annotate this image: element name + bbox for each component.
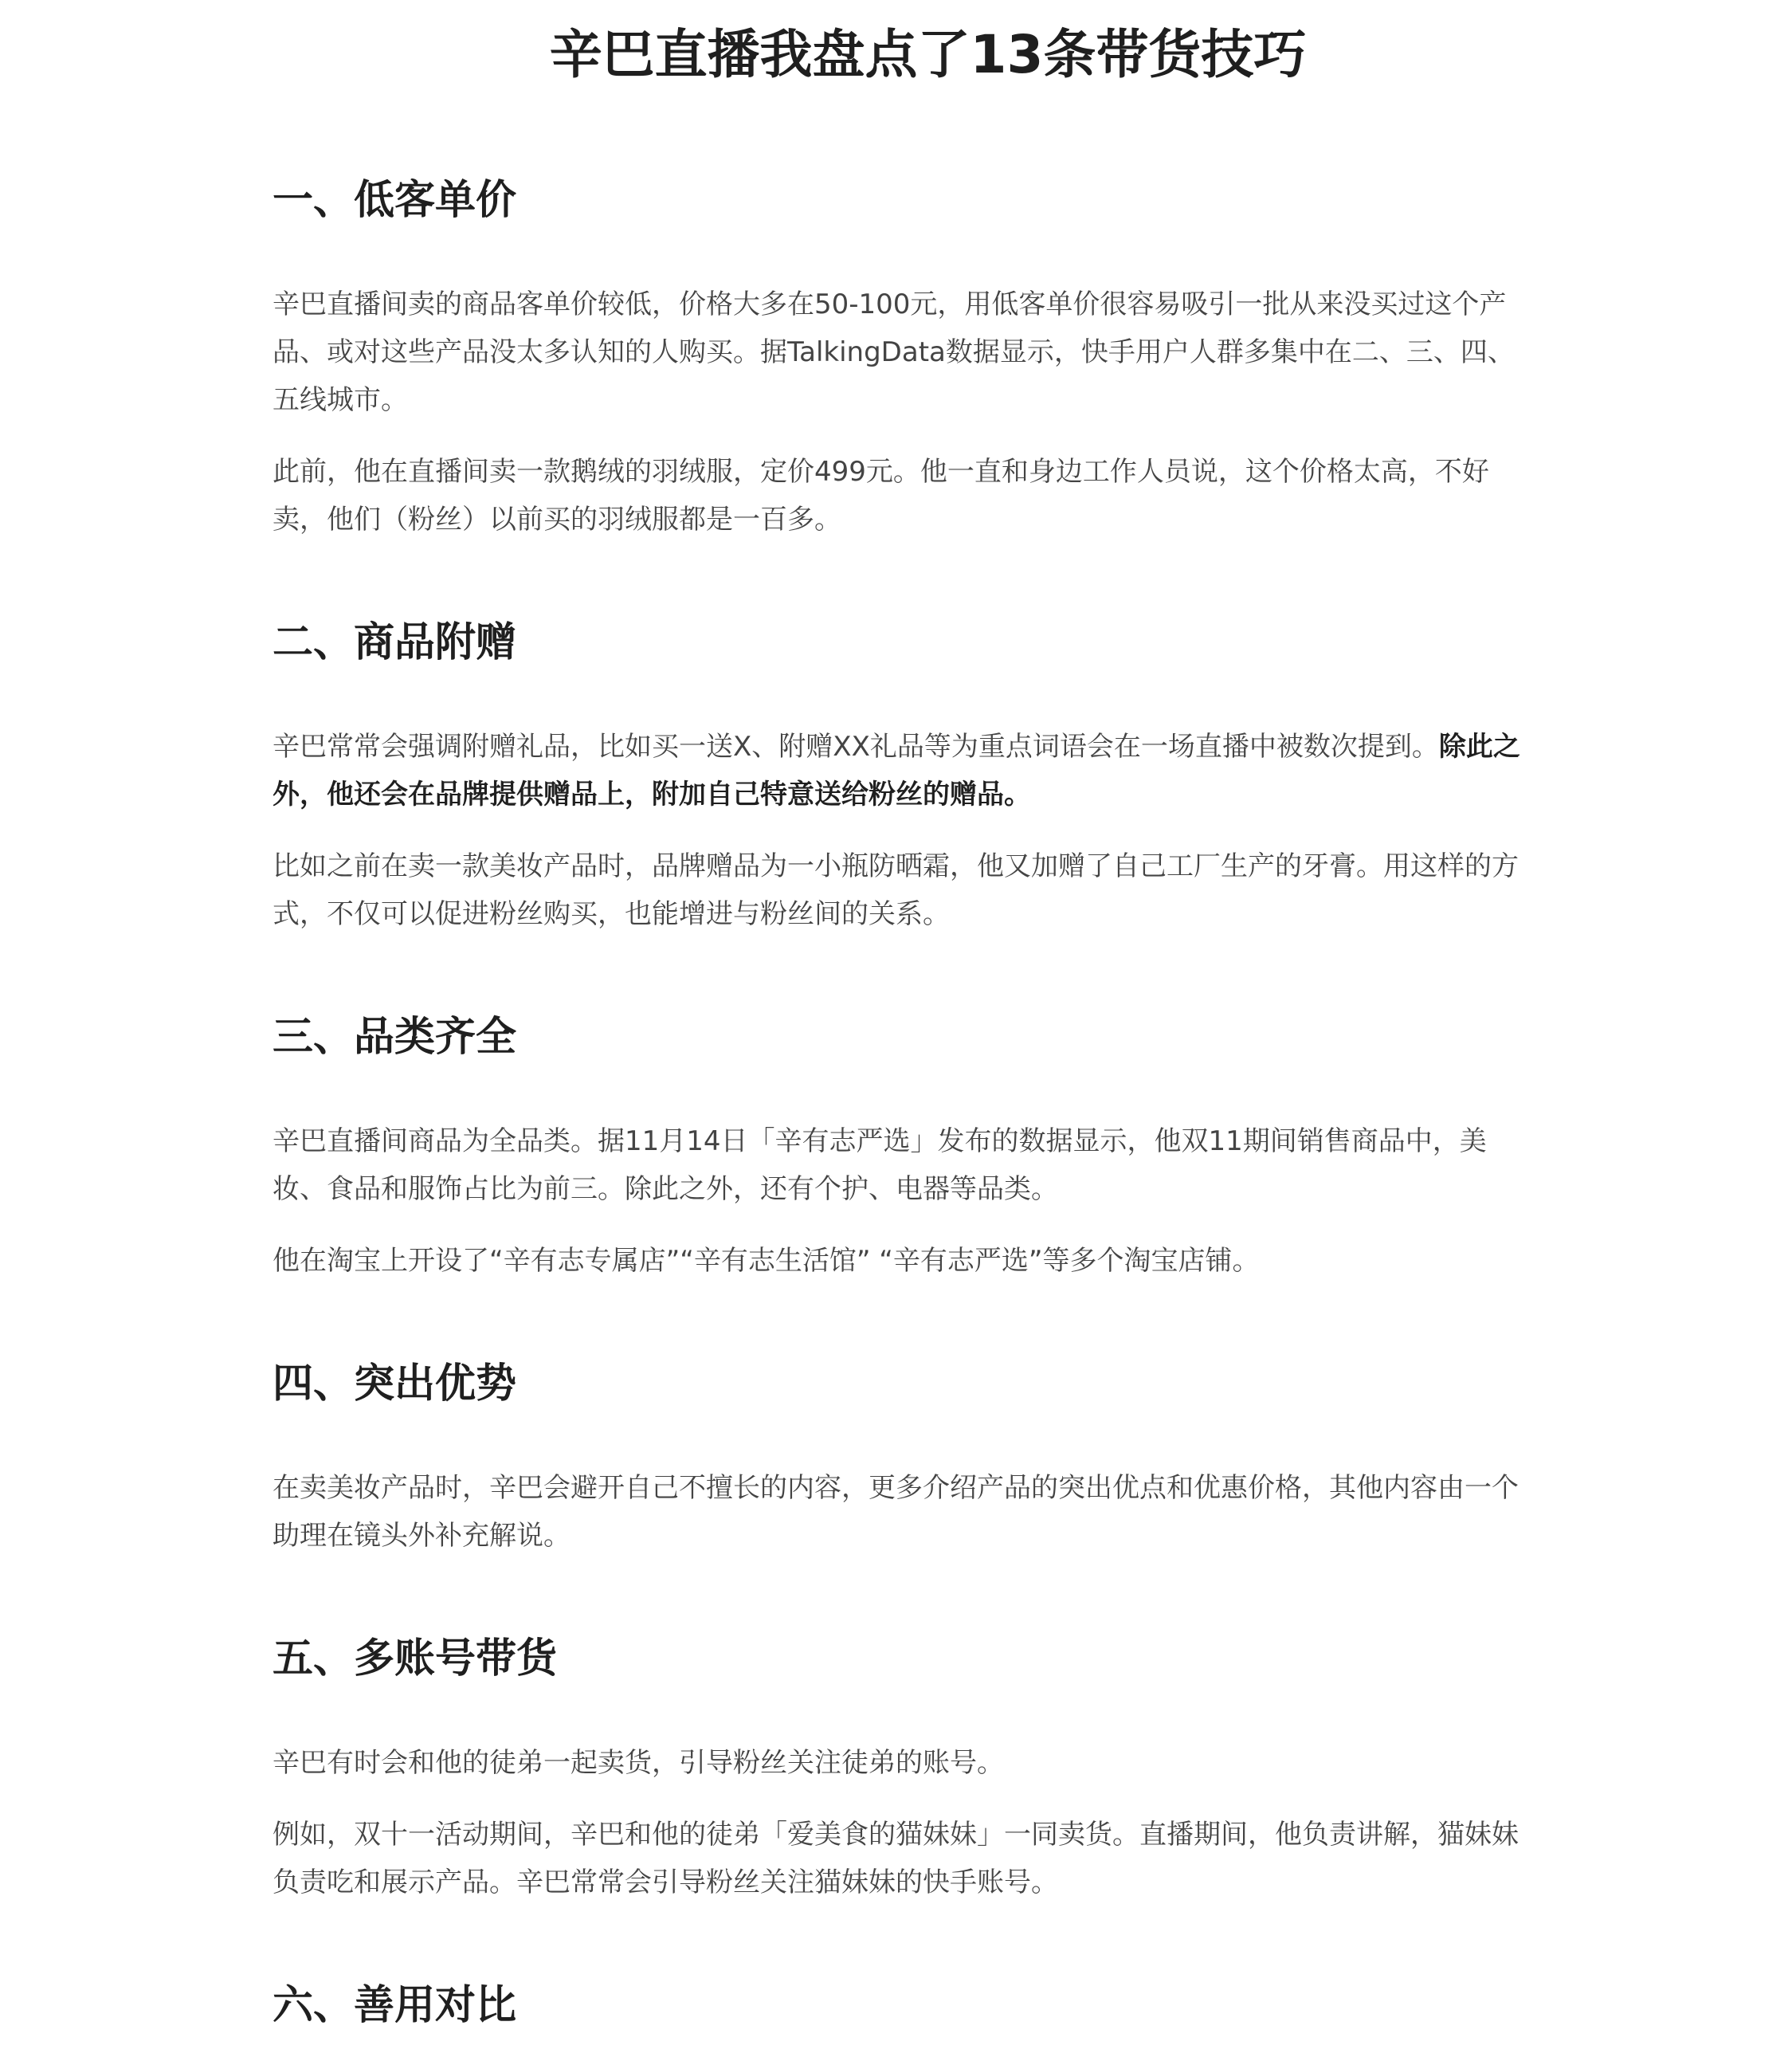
paragraph-line: 品、或对这些产品没太多认知的人购买。据TalkingData数据显示，快手用户人群多集中在二、三、四、 xyxy=(273,336,1515,368)
section-full-category xyxy=(273,1010,1521,1285)
paragraph xyxy=(273,1117,1521,1213)
paragraph-line: 在卖美妆产品时，辛巴会避开自己不擅长的内容，更多介绍产品的突出优点和优惠价格，其他内容由一个 xyxy=(273,1472,1519,1504)
paragraph-line: 式，不仅可以促进粉丝购买，也能增进与粉丝间的关系。 xyxy=(273,898,950,930)
section-highlight-advantages xyxy=(273,1356,1521,1560)
article-body xyxy=(273,173,1521,2034)
section-body xyxy=(273,281,1521,544)
emphasized-text: 外，他还会在品牌提供赠品上，附加自己特意送给粉丝的赠品。 xyxy=(273,779,1031,811)
paragraph-line: 辛巴直播间卖的商品客单价较低，价格大多在50-100元，用低客单价很容易吸引一批从来没买过这个产 xyxy=(273,289,1507,320)
section-body xyxy=(273,1739,1521,1906)
paragraph-line: 负责吃和展示产品。辛巴常常会引导粉丝关注猫妹妹的快手账号。 xyxy=(273,1867,1058,1898)
section-low-price xyxy=(273,173,1521,544)
paragraph xyxy=(273,842,1521,938)
paragraph xyxy=(273,448,1521,544)
section-heading: 六、善用对比 xyxy=(273,1982,517,2029)
paragraph-line xyxy=(273,723,1521,771)
section-body xyxy=(273,1117,1521,1285)
paragraph-line: 助理在镜头外补充解说。 xyxy=(273,1520,571,1552)
emphasized-text: 除此之 xyxy=(1438,731,1520,763)
article-title: 辛巴直播我盘点了13条带货技巧 xyxy=(549,24,1307,85)
section-body xyxy=(273,723,1521,938)
section-multi-account xyxy=(273,1631,1521,1906)
section-heading: 四、突出优势 xyxy=(273,1360,517,1407)
paragraph-line: 卖，他们（粉丝）以前买的羽绒服都是一百多。 xyxy=(273,504,841,536)
paragraph-line: 他在淘宝上开设了“辛有志专属店”“辛有志生活馆” “辛有志严选”等多个淘宝店铺。 xyxy=(273,1245,1260,1277)
section-gifts xyxy=(273,615,1521,938)
section-heading: 二、商品附赠 xyxy=(273,619,517,666)
paragraph xyxy=(273,281,1521,424)
paragraph xyxy=(273,723,1521,818)
paragraph-line: 辛巴直播间商品为全品类。据11月14日「辛有志严选」发布的数据显示，他双11期间销售商品中，美 xyxy=(273,1125,1487,1157)
paragraph-line: 辛巴有时会和他的徒弟一起卖货，引导粉丝关注徒弟的账号。 xyxy=(273,1747,1004,1779)
paragraph-line: 妆、食品和服饰占比为前三。除此之外，还有个护、电器等品类。 xyxy=(273,1173,1058,1205)
section-heading: 三、品类齐全 xyxy=(273,1014,517,1061)
paragraph-text: 辛巴常常会强调附赠礼品，比如买一送X、附赠XX礼品等为重点词语会在一场直播中被数次提到。 xyxy=(273,731,1439,763)
section-comparison xyxy=(273,1978,1521,2034)
paragraph xyxy=(273,1739,1521,1787)
section-heading: 五、多账号带货 xyxy=(273,1635,558,1682)
paragraph-line: 五线城市。 xyxy=(273,384,408,416)
section-body xyxy=(273,1464,1521,1560)
paragraph xyxy=(273,1811,1521,1906)
paragraph-line: 例如，双十一活动期间，辛巴和他的徒弟「爱美食的猫妹妹」一同卖货。直播期间，他负责讲解，猫妹妹 xyxy=(273,1819,1519,1851)
paragraph xyxy=(273,1464,1521,1560)
paragraph-line: 此前，他在直播间卖一款鹅绒的羽绒服，定价499元。他一直和身边工作人员说，这个价格太高，不好 xyxy=(273,456,1489,488)
section-heading: 一、低客单价 xyxy=(273,177,517,224)
paragraph-line: 比如之前在卖一款美妆产品时，品牌赠品为一小瓶防晒霜，他又加赠了自己工厂生产的牙膏。用这样的方 xyxy=(273,850,1519,882)
paragraph xyxy=(273,1237,1521,1285)
